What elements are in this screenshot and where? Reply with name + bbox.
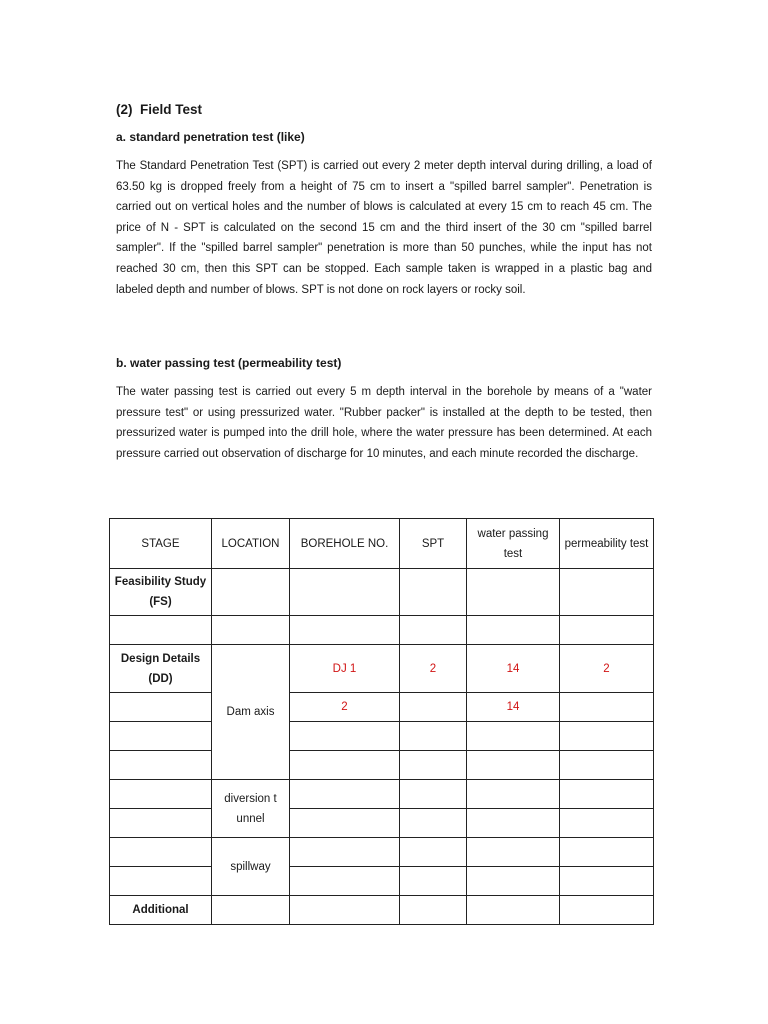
table-cell <box>560 838 654 867</box>
table-cell <box>290 569 400 616</box>
subsection-a-paragraph: The Standard Penetration Test (SPT) is carried out every 2 meter depth interval during drilling, a load of 63.50 kg is dropped freely from a height of 75 cm to insert a "spilled barrel sampler". Penetration is carried out on vertical holes and the number of blows is calculated at every 15 cm to reach 45 cm. The price of N - SPT is calculated on the second 15 cm and the third insert of the 30 cm "spilled barrel sampler". If the "spilled barrel sampler" penetration is more than 50 punches, while the input has not reached 30 cm, then this SPT can be stopped. Each sample taken is wrapped in a plastic bag and labeled depth and number of blows. SPT is not done on rock layers or rocky soil. <box>116 160 652 296</box>
field-test-table <box>109 518 654 925</box>
table-cell <box>560 569 654 616</box>
table-cell <box>290 780 400 809</box>
table-cell <box>212 569 290 616</box>
table-cell <box>400 780 467 809</box>
table-cell <box>467 838 560 867</box>
header-permeability: permeability test <box>560 519 654 569</box>
table-cell <box>560 751 654 780</box>
location-spillway: spillway <box>212 838 290 896</box>
table-cell <box>290 616 400 645</box>
table-cell <box>467 896 560 925</box>
table-cell <box>290 722 400 751</box>
table-row <box>110 896 654 925</box>
table-row <box>110 838 654 867</box>
table-cell <box>110 838 212 867</box>
location-diversion-tunnel: diversion t unnel <box>212 780 290 838</box>
table-cell <box>290 896 400 925</box>
table-row <box>110 722 654 751</box>
stage-additional: Additional <box>110 896 212 925</box>
table-cell <box>110 867 212 896</box>
table-cell <box>400 616 467 645</box>
table-row <box>110 809 654 838</box>
table-row <box>110 751 654 780</box>
dd-borehole-2: 2 <box>290 693 400 722</box>
header-spt: SPT <box>400 519 467 569</box>
table-cell <box>400 751 467 780</box>
table-cell <box>560 693 654 722</box>
table-cell <box>560 616 654 645</box>
table-cell <box>467 867 560 896</box>
table-cell <box>290 751 400 780</box>
table-cell <box>467 722 560 751</box>
location-dam-axis: Dam axis <box>212 645 290 780</box>
table-cell <box>110 722 212 751</box>
table-row <box>110 867 654 896</box>
header-water-passing: water passing test <box>467 519 560 569</box>
table-cell <box>110 616 212 645</box>
table-cell <box>400 569 467 616</box>
table-row <box>110 645 654 693</box>
table-cell <box>560 780 654 809</box>
stage-dd: Design Details (DD) <box>110 645 212 693</box>
table-cell <box>400 809 467 838</box>
table-cell <box>212 896 290 925</box>
dd-water-passing-2: 14 <box>467 693 560 722</box>
table-row <box>110 780 654 809</box>
table-cell <box>560 809 654 838</box>
subsection-b-paragraph: The water passing test is carried out every 5 m depth interval in the borehole by means of a "water pressure test" or using pressurized water. "Rubber packer" is installed at the depth to be tested, then pressurized water is pumped into the drill hole, where the water pressure has been determined. At each pressure carried out observation of discharge for 10 minutes, and each minute recorded the discharge. <box>116 386 652 460</box>
table-cell <box>467 751 560 780</box>
table-cell <box>560 867 654 896</box>
dd-water-passing-1: 14 <box>467 645 560 693</box>
table-cell <box>400 722 467 751</box>
stage-fs: Feasibility Study (FS) <box>110 569 212 616</box>
subsection-a-title: a. standard penetration test (like) <box>116 130 305 144</box>
dd-borehole-1: DJ 1 <box>290 645 400 693</box>
table-cell <box>110 751 212 780</box>
dd-permeability-1: 2 <box>560 645 654 693</box>
dd-spt-1: 2 <box>400 645 467 693</box>
table-row <box>110 693 654 722</box>
table-cell <box>560 896 654 925</box>
table-cell <box>467 780 560 809</box>
table-cell <box>400 896 467 925</box>
table-row <box>110 569 654 616</box>
table-cell <box>110 693 212 722</box>
header-borehole: BOREHOLE NO. <box>290 519 400 569</box>
table-cell <box>110 809 212 838</box>
section-heading: (2) Field Test <box>116 102 203 117</box>
table-cell <box>290 838 400 867</box>
header-stage: STAGE <box>110 519 212 569</box>
table-cell <box>400 838 467 867</box>
table-cell <box>400 867 467 896</box>
table-cell <box>290 867 400 896</box>
table-cell <box>467 809 560 838</box>
table-cell <box>290 809 400 838</box>
table-cell <box>110 780 212 809</box>
table-cell <box>212 616 290 645</box>
table-cell <box>467 616 560 645</box>
table-header-row <box>110 519 654 569</box>
table-row <box>110 616 654 645</box>
header-location: LOCATION <box>212 519 290 569</box>
table-cell <box>400 693 467 722</box>
subsection-b-title: b. water passing test (permeability test) <box>116 356 342 370</box>
table-cell <box>560 722 654 751</box>
table-cell <box>467 569 560 616</box>
